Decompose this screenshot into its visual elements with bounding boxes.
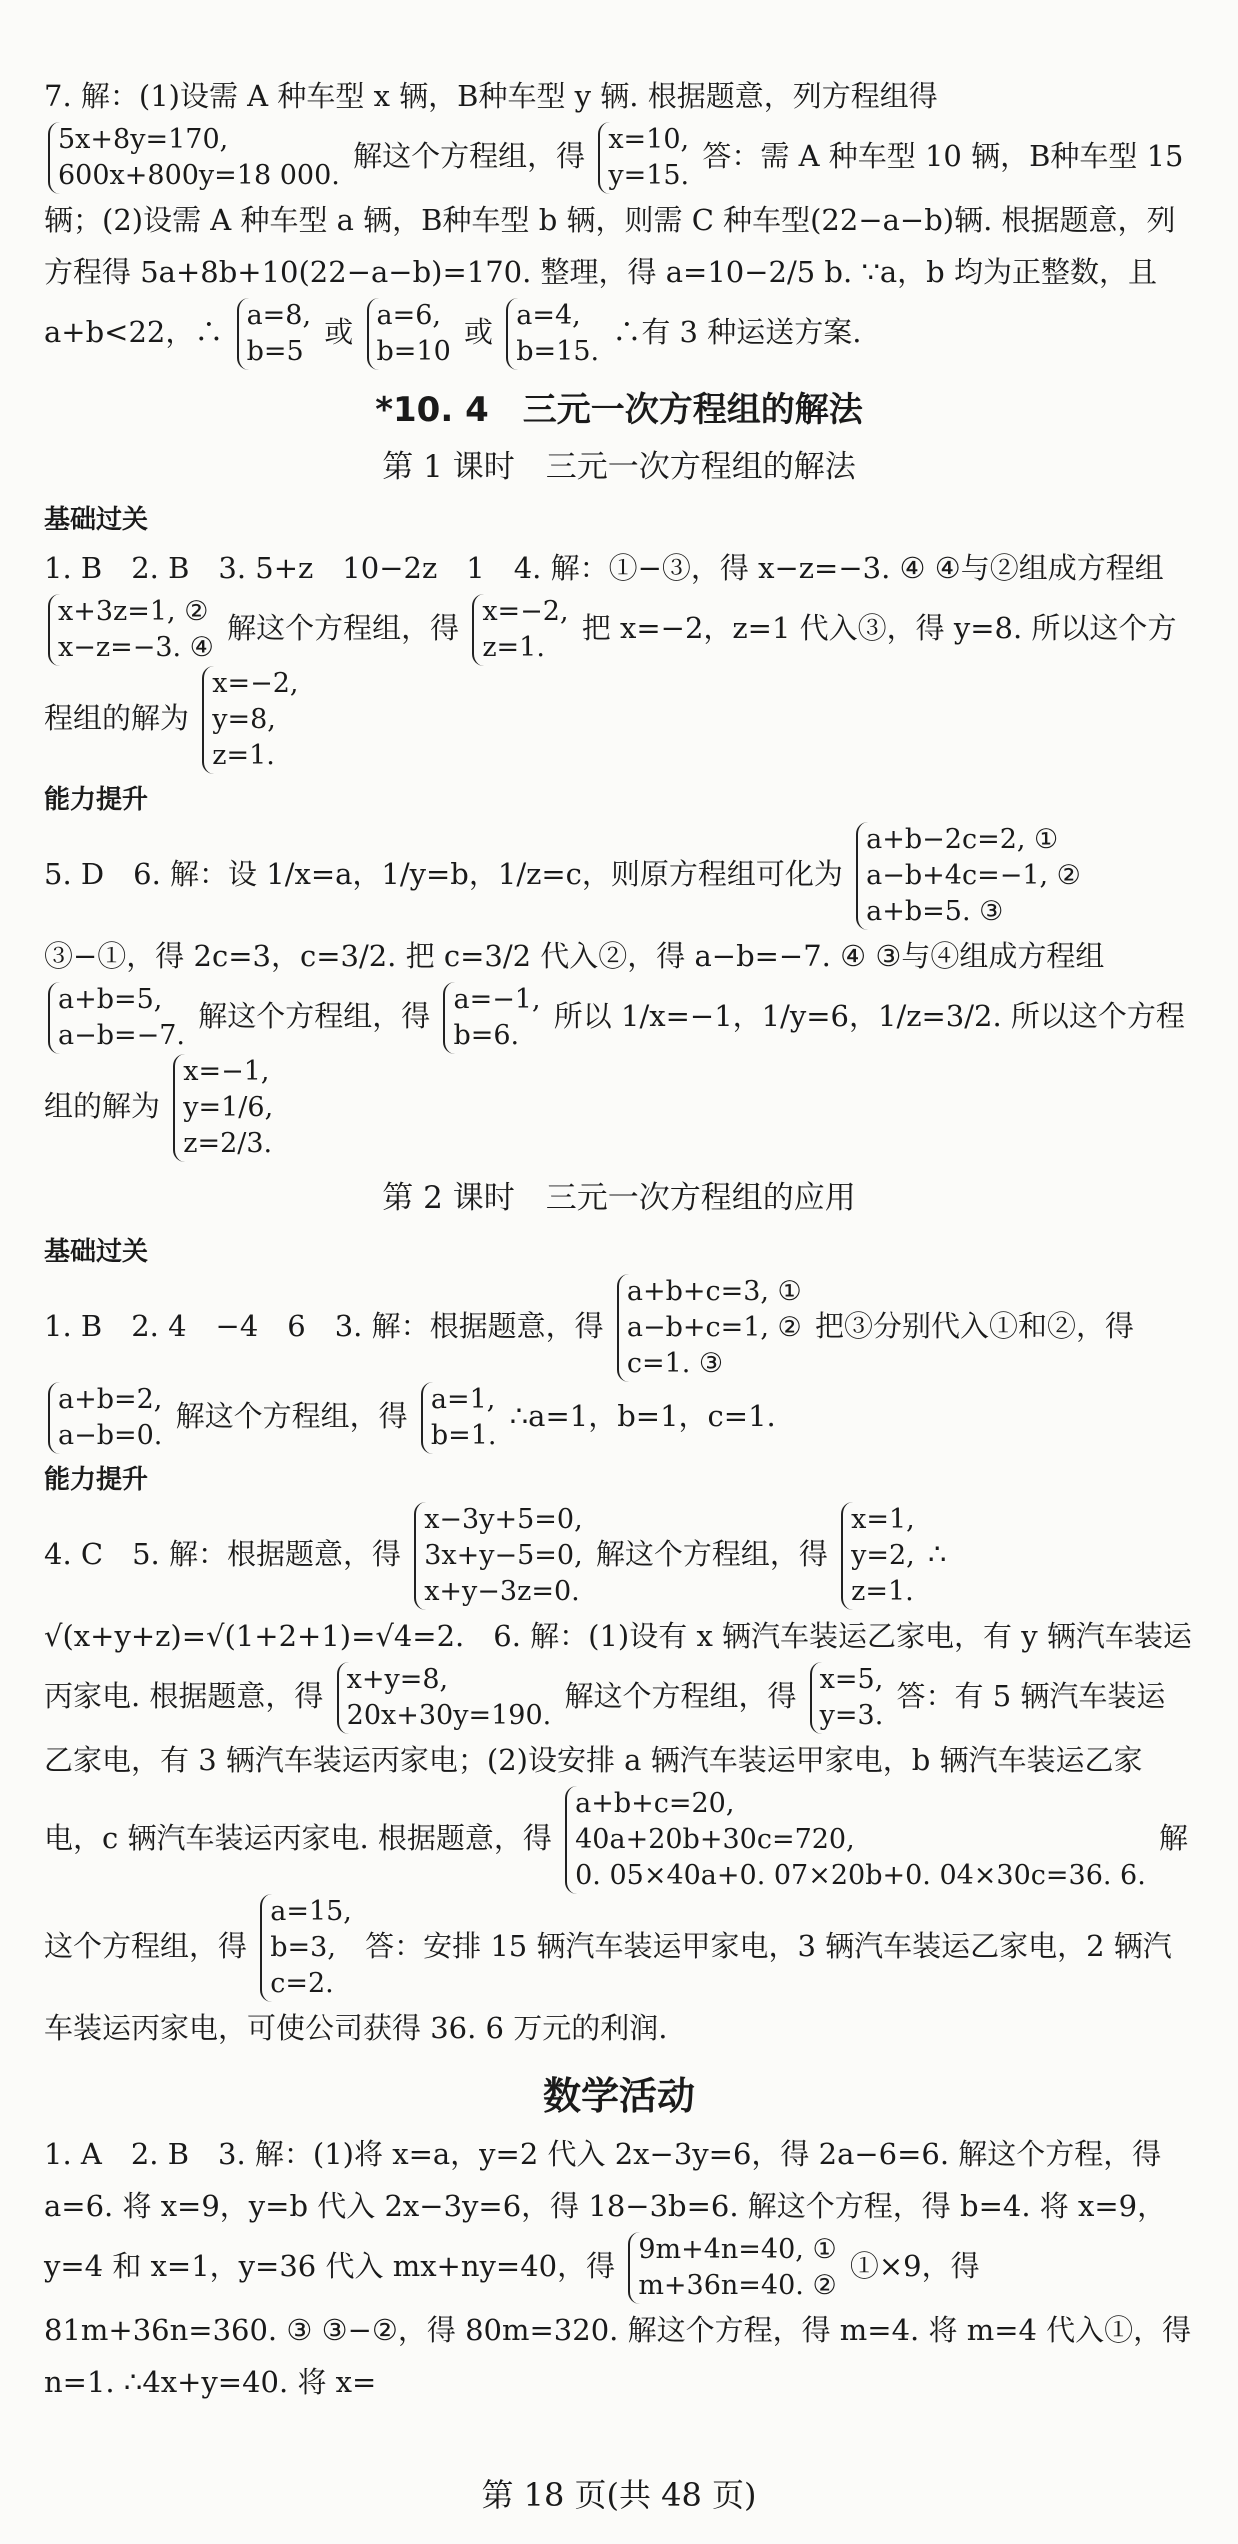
text: ∴有 3 种运送方案.	[612, 315, 862, 349]
equation-system: a=15, b=3, c=2.	[260, 1894, 352, 2002]
equation-system: a=1, b=1.	[421, 1382, 497, 1454]
text: 解这个方程组，得	[353, 139, 586, 173]
equation-system: x+3z=1, ② x−z=−3. ④	[48, 594, 214, 666]
equation-system: a+b−2c=2, ① a−b+4c=−1, ② a+b=5. ③	[856, 822, 1081, 930]
equation-system: a+b=2, a−b=0.	[48, 1382, 162, 1454]
answers-activity: 1. A 2. B 3. 解：(1)将 x=a，y=2 代入 2x−3y=6，得 2a−6=6. 解这个方程，得 a=6. 将 x=9，y=b 代入 2x−3y=6，得 18−3b=6. 解这个方程，得 b=4. 将 x=9，y=4 和 x=1，y=36 代入 mx+ny=40，得 9m+4n=40, ① m+36n=40. ② ①×9，得 81m+36n=360. ③ ③−②，得 80m=320. 解这个方程，得 m=4. 将 m=4 代入①，得 n=1. ∴4x+y=40. 将 x=	[44, 2137, 1192, 2399]
equation-system: x−3y+5=0, 3x+y−5=0, x+y−3z=0.	[414, 1502, 582, 1610]
answers-advanced-1: 5. D 6. 解：设 1/x=a，1/y=b，1/z=c，则原方程组可化为 a+b−2c=2, ① a−b+4c=−1, ② a+b=5. ③ ③−①，得 2c=3，c=3/2. 把 c=3/2 代入②，得 a−b=−7. ④ ③与④组成方程组 a+b=5, a−b=−7. 解这个方程组，得 a=−1, b=6. 所以 1/x=−1，1/y=6，1/z=3/2. 所以这个方程组的解为 x=−1, y=1/6, z=2/3.	[44, 822, 1194, 1162]
equation-system: a=6, b=10	[367, 298, 451, 370]
subsection-label: 能力提升	[44, 1465, 149, 1495]
text: 答：需 A 种车型 10 辆，B种车型 15 辆；(2)设需 A 种车型 a 辆，B种车型 b 辆，则需 C 种车型(22−a−b)辆. 根据题意，列方程得 5a+8b+10(22−a−b)=170. 整理，得 a=10−2/5 b. ∵a，b 均为正整数，且 a+b<22，∴	[44, 139, 1184, 349]
equation-system: 9m+4n=40, ① m+36n=40. ②	[628, 2232, 836, 2304]
equation-system: x+y=8, 20x+30y=190.	[337, 1662, 552, 1734]
equation-system: 5x+8y=170, 600x+800y=18 000.	[48, 122, 340, 194]
equation-system: a=−1, b=6.	[443, 982, 540, 1054]
page-footer: 第 18 页(共 48 页)	[481, 2476, 757, 2514]
equation-system: x=−2, y=8, z=1.	[202, 666, 298, 774]
subsection-label: 基础过关	[44, 1237, 149, 1267]
answers-advanced-2: 4. C 5. 解：根据题意，得 x−3y+5=0, 3x+y−5=0, x+y−3z=0. 解这个方程组，得 x=1, y=2, z=1. ∴ √(x+y+z)=√(1+2+1)=√4=2. 6. 解：(1)设有 x 辆汽车装运乙家电，有 y 辆汽车装运丙家电. 根据题意，得 x+y=8, 20x+30y=190. 解这个方程组，得 x=5, y=3. 答：有 5 辆汽车装运乙家电，有 3 辆汽车装运丙家电；(2)设安排 a 辆汽车装运甲家电，b 辆汽车装运乙家电，c 辆汽车装运丙家电. 根据题意，得 a+b+c=20, 40a+20b+30c=720, 0. 05×40a+0. 07×20b+0. 04×30c=36. 6. 解这个方程组，得 a=15, b=3, c=2. 答：安排 15 辆汽车装运甲家电，3 辆汽车装运乙家电，2 辆汽车装运丙家电，可使公司获得 36. 6 万元的利润.	[44, 1504, 1192, 2045]
equation-system: x=1, y=2, z=1.	[841, 1502, 915, 1610]
answers-basic-1: 1. B 2. B 3. 5+z 10−2z 1 4. 解：①−③，得 x−z=−3. ④ ④与②组成方程组 x+3z=1, ② x−z=−3. ④ 解这个方程组，得 x=−2, z=1. 把 x=−2，z=1 代入③，得 y=8. 所以这个方程组的解为 x=−2, y=8, z=1.	[44, 542, 1194, 774]
lesson-heading: 第 2 课时 三元一次方程组的应用	[382, 1180, 856, 1216]
equation-system: a+b+c=20, 40a+20b+30c=720, 0. 05×40a+0. 07×20b+0. 04×30c=36. 6.	[565, 1786, 1146, 1894]
section-heading: 数学活动	[542, 2074, 695, 2118]
equation-system: a=8, b=5	[237, 298, 311, 370]
equation-system: x=−2, z=1.	[472, 594, 568, 666]
equation-system: a=4, b=15.	[506, 298, 599, 370]
lesson-heading: 第 1 课时 三元一次方程组的解法	[382, 449, 856, 485]
answer-page	[44, 70, 1194, 2412]
equation-system: a+b=5, a−b=−7.	[48, 982, 185, 1054]
section-heading: *10. 4 三元一次方程组的解法	[375, 390, 863, 430]
text: 7. 解：(1)设需 A 种车型 x 辆，B种车型 y 辆. 根据题意，列方程组得	[44, 79, 938, 113]
text: 或	[464, 315, 494, 349]
equation-system: x=−1, y=1/6, z=2/3.	[173, 1054, 273, 1162]
problem-7	[44, 70, 1194, 370]
answers-basic-2: 1. B 2. 4 −4 6 3. 解：根据题意，得 a+b+c=3, ① a−b+c=1, ② c=1. ③ 把③分别代入①和②，得 a+b=2, a−b=0. 解这个方程组，得 a=1, b=1. ∴a=1，b=1，c=1.	[44, 1274, 1194, 1454]
equation-system: x=5, y=3.	[810, 1662, 884, 1734]
subsection-label: 能力提升	[44, 785, 149, 815]
subsection-label: 基础过关	[44, 505, 149, 535]
equation-system: a+b+c=3, ① a−b+c=1, ② c=1. ③	[617, 1274, 802, 1382]
equation-system: x=10, y=15.	[598, 122, 689, 194]
text: 或	[324, 315, 354, 349]
